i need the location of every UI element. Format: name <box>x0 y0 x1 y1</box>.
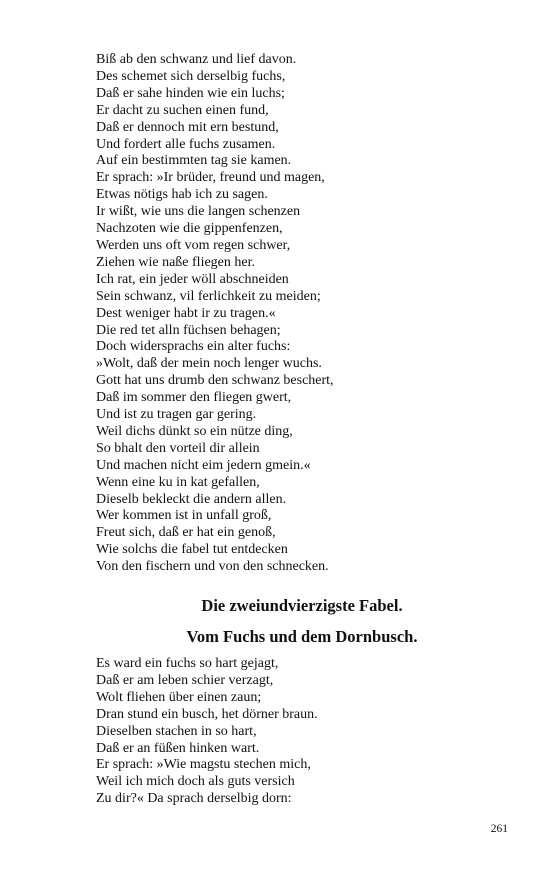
page-number: 261 <box>490 823 508 835</box>
verse-line: Er sprach: »Wie magstu stechen mich, <box>96 757 311 773</box>
verse-block-ending <box>96 52 476 576</box>
verse-line: Werden uns oft vom regen schwer, <box>96 237 291 253</box>
verse-line: Wenn eine ku in kat gefallen, <box>96 474 260 490</box>
verse-line: Dieselb bekleckt die andern allen. <box>96 491 287 507</box>
verse-line: Daß er an füßen hinken wart. <box>96 740 260 756</box>
verse-line: Von den fischern und von den schnecken. <box>96 559 329 575</box>
verse-line: So bhalt den vorteil dir allein <box>96 440 260 456</box>
verse-line: Er dacht zu suchen einen fund, <box>96 102 269 118</box>
verse-line: Daß im sommer den fliegen gwert, <box>96 390 292 406</box>
verse-line: Dest weniger habt ir zu tragen.« <box>96 305 276 321</box>
verse-line: »Wolt, daß der mein noch lenger wuchs. <box>96 356 322 372</box>
verse-line: Weil ich mich doch als guts versich <box>96 774 295 790</box>
verse-line: Freut sich, daß er hat ein genoß, <box>96 525 276 541</box>
verse-line: Sein schwanz, vil ferlichkeit zu meiden; <box>96 288 321 304</box>
verse-line: Biß ab den schwanz und lief davon. <box>96 52 297 67</box>
verse-line: Auf ein bestimmten tag sie kamen. <box>96 153 292 169</box>
verse-line: Und fordert alle fuchs zusamen. <box>96 136 276 152</box>
verse-block-new-fable <box>96 656 476 808</box>
verse-line: Und ist zu tragen gar gering. <box>96 407 257 423</box>
verse-line: Wie solchs die fabel tut entdecken <box>96 542 288 558</box>
verse-line: Er sprach: »Ir brüder, freund und magen, <box>96 170 325 186</box>
verse-line: Gott hat uns drumb den schwanz beschert, <box>96 373 334 389</box>
verse-line: Etwas nötigs hab ich zu sagen. <box>96 187 268 203</box>
verse-line: Des schemet sich derselbig fuchs, <box>96 68 286 84</box>
fable-number-heading: Die zweiundvierzigste Fabel. <box>201 596 403 615</box>
verse-line: Zu dir?« Da sprach derselbig dorn: <box>96 791 292 807</box>
verse-line: Daß er am leben schier verzagt, <box>96 672 274 688</box>
verse-line: Ich rat, ein jeder wöll abschneiden <box>96 271 289 287</box>
verse-line: Wer kommen ist in unfall groß, <box>96 508 272 524</box>
verse-line: Daß er dennoch mit ern bestund, <box>96 119 279 135</box>
verse-line: Nachzoten wie die gippenfenzen, <box>96 221 283 237</box>
verse-line: Es ward ein fuchs so hart gejagt, <box>96 656 279 671</box>
verse-line: Weil dichs dünkt so ein nütze ding, <box>96 423 293 439</box>
verse-line: Wolt fliehen über einen zaun; <box>96 689 262 705</box>
verse-line: Dran stund ein busch, het dörner braun. <box>96 706 318 722</box>
verse-line: Dieselben stachen in so hart, <box>96 723 257 739</box>
verse-line: Und machen nicht eim jedern gmein.« <box>96 457 311 473</box>
verse-line: Daß er sahe hinden wie ein luchs; <box>96 85 285 101</box>
verse-line: Ziehen wie naße fliegen her. <box>96 254 255 270</box>
verse-line: Die red tet alln füchsen behagen; <box>96 322 281 338</box>
fable-title-heading: Vom Fuchs und dem Dornbusch. <box>186 627 418 646</box>
verse-line: Doch widersprachs ein alter fuchs: <box>96 339 291 355</box>
verse-line: Ir wißt, wie uns die langen schenzen <box>96 204 301 220</box>
